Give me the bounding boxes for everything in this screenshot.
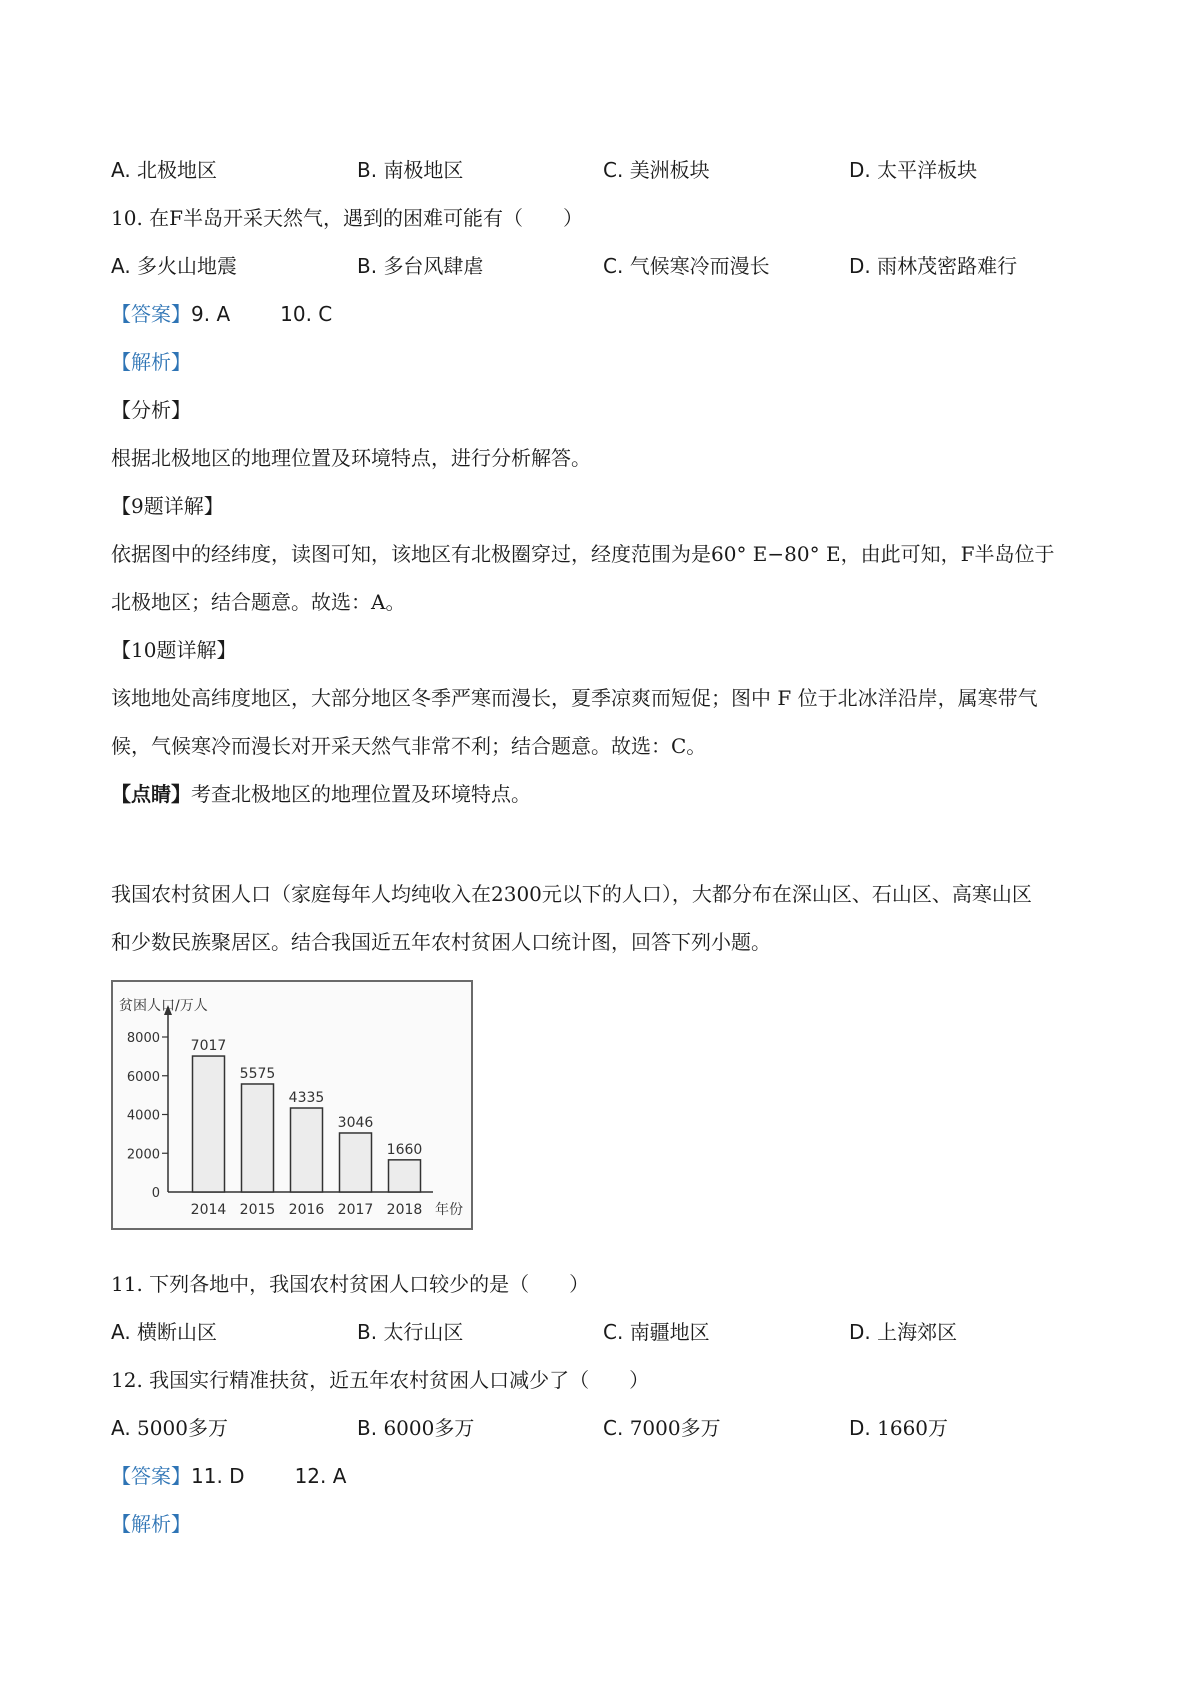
q12-option-b xyxy=(357,1414,474,1442)
q9-detail-line-2: 北极地区；结合题意。故选：A。 xyxy=(111,590,406,614)
q12-option-a-letter: A. xyxy=(111,1416,131,1440)
q9-option-a-letter: A. xyxy=(111,158,131,182)
q10-stem: 10. 在F半岛开采天然气，遇到的困难可能有（ ） xyxy=(111,206,584,230)
q11-option-a xyxy=(111,1318,217,1346)
q11-option-b-text: 太行山区 xyxy=(383,1320,464,1344)
q12-option-b-letter: B. xyxy=(357,1416,378,1440)
x-tick-label: 2016 xyxy=(288,1202,325,1218)
q11-option-a-text: 横断山区 xyxy=(137,1320,218,1344)
y-axis-title: 贫困人口/万人 xyxy=(119,998,208,1014)
q11-option-b-letter: B. xyxy=(357,1320,378,1344)
q10-option-d-text: 雨林茂密路难行 xyxy=(877,254,1018,278)
fenxi-text: 根据北极地区的地理位置及环境特点，进行分析解答。 xyxy=(111,446,591,470)
poverty-chart xyxy=(111,980,473,1230)
bar-value-label: 7017 xyxy=(190,1038,227,1055)
bar-value-label: 1660 xyxy=(386,1141,423,1158)
q9-option-b xyxy=(357,156,463,184)
intro-line-2: 和少数民族聚居区。结合我国近五年农村贫困人口统计图，回答下列小题。 xyxy=(111,930,771,954)
q9-option-b-text: 南极地区 xyxy=(383,158,464,182)
q9-option-c xyxy=(603,156,710,184)
q11-option-d-letter: D. xyxy=(849,1320,871,1344)
bar xyxy=(242,1084,274,1192)
dianjing-text: 考查北极地区的地理位置及环境特点。 xyxy=(191,782,531,806)
q12-option-b-text: 6000多万 xyxy=(383,1416,475,1440)
bar xyxy=(291,1108,323,1192)
q9-option-d xyxy=(849,156,977,184)
dianjing-label: 【点睛】 xyxy=(111,782,191,806)
q11-option-c-letter: C. xyxy=(603,1320,624,1344)
q12-option-d-letter: D. xyxy=(849,1416,871,1440)
q10-option-d-letter: D. xyxy=(849,254,871,278)
q9-option-c-text: 美洲板块 xyxy=(629,158,710,182)
q11-option-b xyxy=(357,1318,463,1346)
jiexi-label: 【解析】 xyxy=(111,350,191,374)
q10-option-a xyxy=(111,252,237,280)
q10-detail-line-2: 候，气候寒冷而漫长对开采天然气非常不利；结合题意。故选：C。 xyxy=(111,734,707,758)
q10-option-b-text: 多台风肆虐 xyxy=(383,254,484,278)
x-tick-label: 2015 xyxy=(239,1202,276,1218)
bar-value-label: 5575 xyxy=(239,1065,276,1082)
q9-option-d-text: 太平洋板块 xyxy=(877,158,978,182)
bar xyxy=(193,1056,225,1192)
q12-option-d xyxy=(849,1414,948,1442)
answer-label-2: 【答案】 xyxy=(111,1464,191,1488)
bar-value-label: 3046 xyxy=(337,1114,374,1131)
answer-10: 10. C xyxy=(280,302,333,326)
intro-line-1: 我国农村贫困人口（家庭每年人均纯收入在2300元以下的人口），大都分布在深山区、石山区、高寒山区 xyxy=(111,882,1032,906)
q12-option-c-text: 7000多万 xyxy=(629,1416,721,1440)
answer-line-2 xyxy=(111,1462,346,1490)
q12-option-d-text: 1660万 xyxy=(877,1416,949,1440)
x-tick-label: 2017 xyxy=(337,1202,374,1218)
q10-detail-line-1: 该地地处高纬度地区，大部分地区冬季严寒而漫长，夏季凉爽而短促；图中 F 位于北冰洋沿岸，属寒带气 xyxy=(111,686,1038,710)
q9-option-a-text: 北极地区 xyxy=(137,158,218,182)
answer-9: 9. A xyxy=(191,302,231,326)
q11-option-d xyxy=(849,1318,957,1346)
y-tick-label: 4000 xyxy=(126,1108,160,1124)
q9-detail-line-1: 依据图中的经纬度，读图可知，该地区有北极圈穿过，经度范围为是60° E−80° E，由此可知，F半岛位于 xyxy=(111,542,1055,566)
q12-option-c xyxy=(603,1414,721,1442)
q9-option-c-letter: C. xyxy=(603,158,624,182)
q9-option-a xyxy=(111,156,217,184)
q9-option-b-letter: B. xyxy=(357,158,378,182)
bar-value-label: 4335 xyxy=(288,1090,325,1107)
q11-stem: 11. 下列各地中，我国农村贫困人口较少的是（ ） xyxy=(111,1272,590,1296)
answer-11: 11. D xyxy=(191,1464,245,1488)
y-tick-label: 6000 xyxy=(126,1069,160,1085)
q12-option-a xyxy=(111,1414,228,1442)
answer-line-1 xyxy=(111,300,332,328)
q11-option-a-letter: A. xyxy=(111,1320,131,1344)
y-tick-label: 8000 xyxy=(126,1031,160,1046)
q11-option-c-text: 南疆地区 xyxy=(629,1320,710,1344)
q10-detail-label: 【10题详解】 xyxy=(111,638,237,662)
y-tick-label: 2000 xyxy=(126,1147,160,1163)
q10-option-a-text: 多火山地震 xyxy=(137,254,238,278)
q10-option-a-letter: A. xyxy=(111,254,131,278)
q10-option-b xyxy=(357,252,483,280)
q10-option-c-letter: C. xyxy=(603,254,624,278)
dianjing xyxy=(111,780,531,808)
fenxi-label: 【分析】 xyxy=(111,398,191,422)
bar xyxy=(389,1160,421,1192)
y-tick-label: 0 xyxy=(151,1186,160,1201)
jiexi-label-2: 【解析】 xyxy=(111,1512,191,1536)
q12-option-a-text: 5000多万 xyxy=(137,1416,228,1440)
bar xyxy=(340,1133,372,1192)
poverty-chart-svg xyxy=(113,982,471,1228)
x-tick-label: 2014 xyxy=(190,1202,227,1218)
q11-option-d-text: 上海郊区 xyxy=(877,1320,958,1344)
q10-option-d xyxy=(849,252,1017,280)
q10-option-c-text: 气候寒冷而漫长 xyxy=(629,254,770,278)
q9-detail-label: 【9题详解】 xyxy=(111,494,224,518)
q12-option-c-letter: C. xyxy=(603,1416,624,1440)
q10-option-c xyxy=(603,252,770,280)
x-axis-title: 年份 xyxy=(435,1202,463,1218)
answer-12: 12. A xyxy=(294,1464,347,1488)
q10-option-b-letter: B. xyxy=(357,254,378,278)
q12-stem: 12. 我国实行精准扶贫，近五年农村贫困人口减少了（ ） xyxy=(111,1368,650,1392)
answer-label: 【答案】 xyxy=(111,302,191,326)
q11-option-c xyxy=(603,1318,710,1346)
x-tick-label: 2018 xyxy=(386,1202,423,1218)
q9-option-d-letter: D. xyxy=(849,158,871,182)
